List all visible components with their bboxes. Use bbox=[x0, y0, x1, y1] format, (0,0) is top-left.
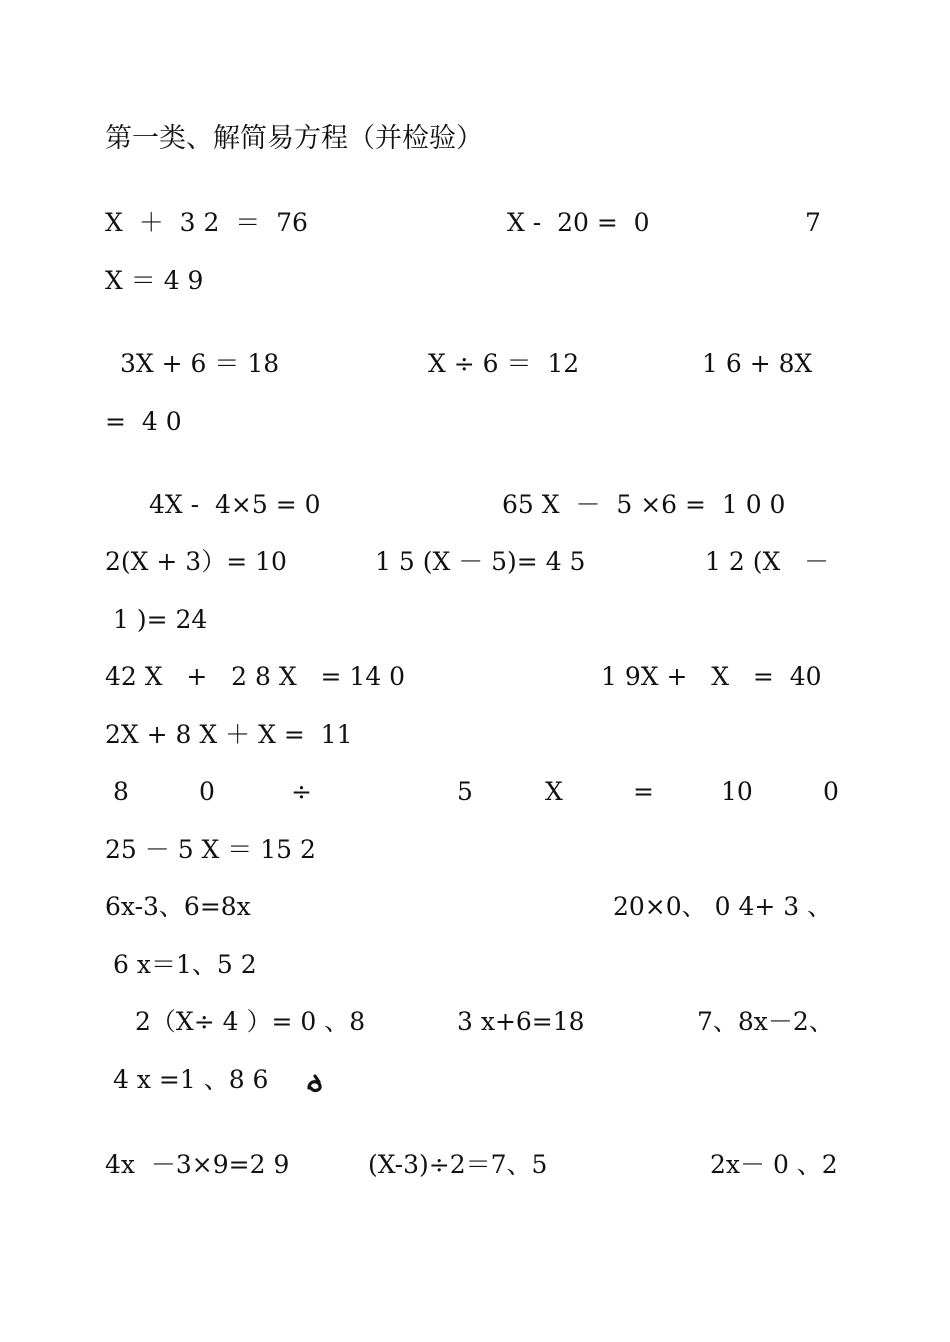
equation: 1 5 (X － 5)= 4 5 bbox=[375, 547, 586, 576]
equation: 7 bbox=[805, 208, 821, 237]
equation: = 4 0 bbox=[105, 407, 182, 436]
equation: 42 X + 2 8 X = 14 0 bbox=[105, 662, 406, 691]
equation-row bbox=[105, 720, 850, 780]
ink-mark-icon bbox=[305, 1068, 325, 1094]
equation: 7、8x－2、 bbox=[697, 1007, 834, 1036]
equation: 1 2 (X － bbox=[705, 547, 830, 576]
equation: 4x －3×9=2 9 bbox=[105, 1150, 290, 1179]
equation: 20×0、 0 4+ 3 、 bbox=[613, 892, 833, 921]
equation: 2x－ 0 、2 bbox=[710, 1150, 838, 1179]
equation-part: = bbox=[633, 777, 654, 806]
equation: X ÷ 6 ＝ 12 bbox=[428, 349, 580, 378]
equation: (X-3)÷2＝7、5 bbox=[368, 1150, 548, 1179]
equation-row bbox=[105, 1150, 850, 1270]
equation: 1 )= 24 bbox=[113, 605, 208, 634]
equation-part: 10 bbox=[721, 777, 753, 806]
equation: 4X - 4×5 = 0 bbox=[149, 490, 321, 519]
equation-part: ÷ bbox=[291, 777, 312, 806]
equation-row bbox=[105, 950, 850, 1010]
equation-part: 0 bbox=[199, 777, 215, 806]
equation: 4 x =1 、8 6 bbox=[113, 1065, 269, 1094]
equation: 3X + 6 ＝ 18 bbox=[120, 349, 280, 378]
equation-part: 0 bbox=[823, 777, 839, 806]
equation: 2（X÷ 4 ）= 0 、8 bbox=[135, 1007, 366, 1036]
equation: 25 － 5 X ＝ 15 2 bbox=[105, 835, 316, 864]
equation: 65 X － 5 ×6 = 1 0 0 bbox=[502, 490, 786, 519]
equation: X - 20 = 0 bbox=[507, 208, 650, 237]
equation-part: X bbox=[545, 777, 563, 806]
equation-row bbox=[105, 1065, 850, 1125]
equation-part: 5 bbox=[457, 777, 473, 806]
equation: 1 6 + 8X bbox=[702, 349, 813, 378]
equation-row bbox=[105, 835, 850, 895]
equation: 1 9X + X = 40 bbox=[601, 662, 822, 691]
equation: 2X + 8 X ＋ X = 11 bbox=[105, 720, 353, 749]
equation-part: 8 bbox=[113, 777, 129, 806]
equation: 2(X + 3）= 10 bbox=[105, 547, 287, 576]
equation-row bbox=[105, 407, 850, 467]
equation-row bbox=[105, 266, 850, 326]
equation: 3 x+6=18 bbox=[457, 1007, 585, 1036]
equation: X ＝ 4 9 bbox=[105, 266, 204, 295]
equation: 6 x＝1、5 2 bbox=[113, 950, 257, 979]
equation: 6x-3、6=8x bbox=[105, 892, 251, 921]
equation: X ＋ 3 2 ＝ 76 bbox=[105, 208, 308, 237]
equation-row bbox=[105, 605, 850, 665]
page-title: 第一类、解简易方程（并检验） bbox=[105, 123, 483, 154]
